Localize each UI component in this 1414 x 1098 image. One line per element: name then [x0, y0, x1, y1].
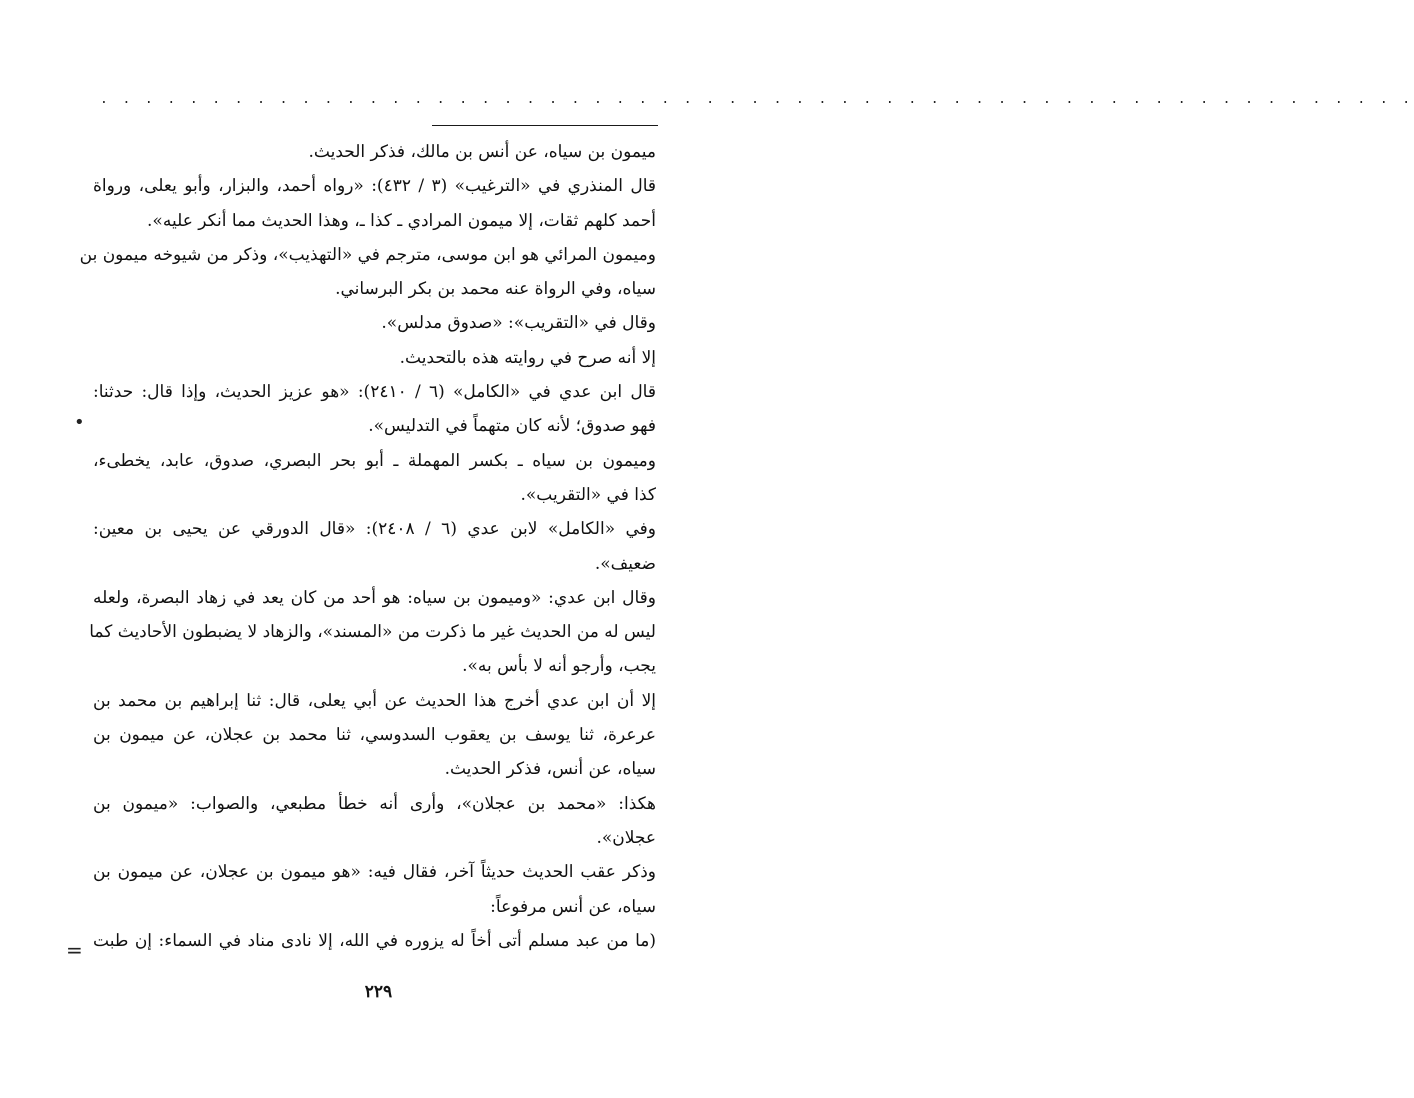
- text-line: فهو صدوق؛ لأنه كان متهماً في التدليس».: [368, 416, 656, 437]
- text-line: وذكر عقب الحديث حديثاً آخر، فقال فيه: «هو ميمون بن عجلان، عن ميمون بن: [93, 862, 656, 883]
- text-line: عرعرة، ثنا يوسف بن يعقوب السدوسي، ثنا محمد بن عجلان، عن ميمون بن: [93, 725, 656, 746]
- text-line: ميمون بن سياه، عن أنس بن مالك، فذكر الحديث.: [308, 142, 656, 162]
- text-line: يجب، وأرجو أنه لا بأس به».: [462, 656, 656, 677]
- page-number: ٢٢٩: [364, 982, 393, 1002]
- text-line: وفي «الكامل» لابن عدي (٦ / ٢٤٠٨): «قال الدورقي عن يحيى بن معين:: [93, 519, 656, 540]
- text-line: ضعيف».: [594, 553, 656, 574]
- text-line: سياه، وفي الرواة عنه محمد بن بكر البرساني.: [335, 279, 656, 300]
- header-rule: [432, 125, 658, 126]
- page-body: [79, 135, 657, 958]
- text-line: إلا أنه صرح في روايته هذه بالتحديث.: [399, 347, 656, 368]
- text-line: كذا في «التقريب».: [520, 484, 656, 505]
- text-line: عجلان».: [596, 827, 656, 848]
- text-line: هكذا: «محمد بن عجلان»، وأرى أنه خطأ مطبعي، والصواب: «ميمون بن: [93, 793, 656, 814]
- text-line: إلا أن ابن عدي أخرج هذا الحديث عن أبي يعلى، قال: ثنا إبراهيم بن محمد بن: [93, 690, 656, 711]
- text-line: (ما من عبد مسلم أتى أخاً له يزوره في الله، إلا نادى مناد في السماء: إن طبت: [93, 930, 656, 951]
- text-line: سياه، عن أنس، فذكر الحديث.: [444, 759, 656, 780]
- continuation-mark: =: [66, 938, 83, 962]
- text-line: قال ابن عدي في «الكامل» (٦ / ٢٤١٠): «هو عزيز الحديث، وإذا قال: حدثنا:: [93, 382, 656, 403]
- text-line: وقال في «التقريب»: «صدوق مدلس».: [381, 313, 656, 334]
- text-line: وميمون المرائي هو ابن موسى، مترجم في «التهذيب»، وذكر من شيوخه ميمون بن: [79, 244, 656, 265]
- text-line: وميمون بن سياه ـ بكسر المهملة ـ أبو بحر البصري، صدوق، عابد، يخطىء،: [93, 450, 656, 471]
- text-line: أحمد كلهم ثقات، إلا ميمون المرادي ـ كذا ـ، وهذا الحديث مما أنكر عليه».: [147, 210, 656, 231]
- header-dotted-rule: . . . . . . . . . . . . . . . . . . . . . . . . . . . . . . . . . . . . . . . . . . . . . . . . . . . . . . . . . . .: [100, 92, 1414, 107]
- text-line: وقال ابن عدي: «وميمون بن سياه: هو أحد من كان يعد في زهاد البصرة، ولعله: [93, 587, 656, 608]
- text-line: ليس له من الحديث غير ما ذكرت من «المسند»، والزهاد لا يضبطون الأحاديث كما: [89, 622, 656, 643]
- text-line: قال المنذري في «الترغيب» (٣ / ٤٣٢): «رواه أحمد، والبزار، وأبو يعلى، ورواة: [93, 176, 657, 197]
- text-line: سياه، عن أنس مرفوعاً:: [490, 896, 656, 917]
- margin-dot-mark: •: [74, 412, 85, 433]
